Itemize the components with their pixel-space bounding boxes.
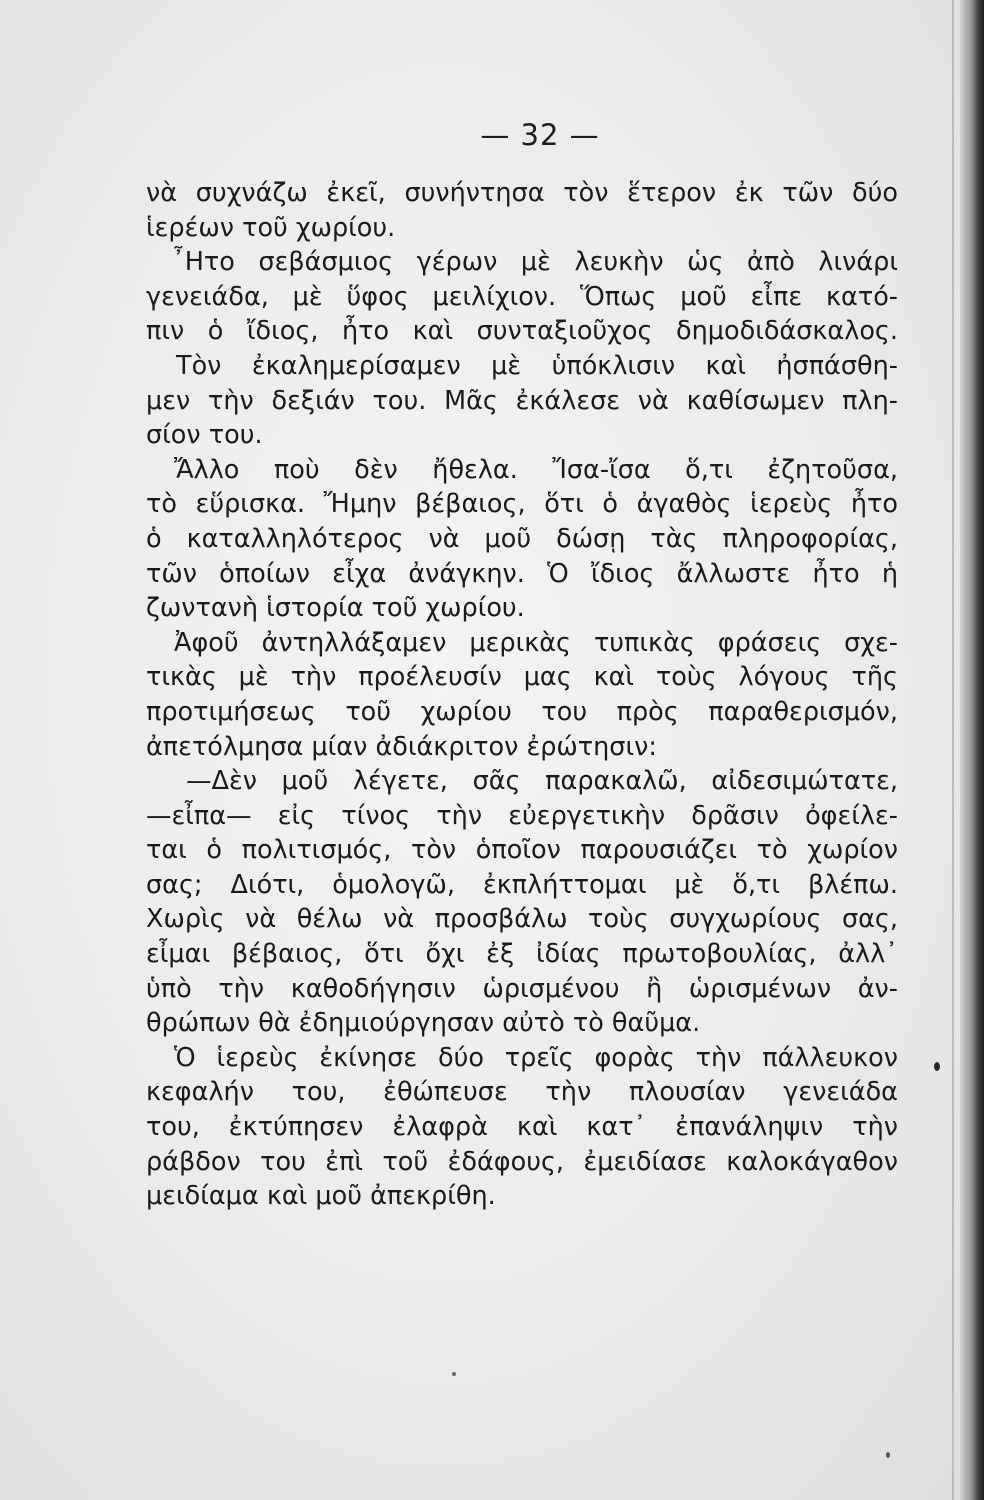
ink-speck [934, 1062, 940, 1071]
text-line: μεν τὴν δεξιάν του. Μᾶς ἐκάλεσε νὰ καθίσωμεν πλη- [146, 385, 898, 416]
text-line: τῶν ὁποίων εἶχα ἀνάγκην. Ὁ ἴδιος ἄλλωστε ἦτο ἡ [146, 558, 898, 589]
text-line: του, ἐκτύπησεν ἐλαφρὰ καὶ κατ᾿ ἐπανάληψιν τὴν [146, 1112, 898, 1143]
text-line: ἱερέων τοῦ χωρίου. [146, 212, 396, 243]
text-line: τικὰς μὲ τὴν προέλευσίν μας καὶ τοὺς λόγους τῆς [146, 662, 898, 693]
text-line: ὑπὸ τὴν καθοδήγησιν ὡρισμένου ἢ ὡρισμένων ἀν- [146, 973, 898, 1004]
text-line: ῏Ητο σεβάσμιος γέρων μὲ λευκὴν ὡς ἀπὸ λινάρι [172, 247, 898, 278]
text-line: ἀπετόλμησα μίαν ἀδιάκριτον ἐρώτησιν: [146, 731, 657, 762]
text-line: ται ὁ πολιτισμός, τὸν ὁποῖον παρουσιάζει τὸ χωρίον [146, 835, 898, 866]
text-line: —εἶπα— εἰς τίνος τὴν εὐεργετικὴν δρᾶσιν ὀφείλε- [146, 800, 898, 831]
page-number: — 32 — [480, 118, 600, 152]
text-line: θρώπων θὰ ἐδημιούργησαν αὐτὸ τὸ θαῦμα. [146, 1008, 701, 1039]
text-line: Τὸν ἐκαλημερίσαμεν μὲ ὑπόκλισιν καὶ ἠσπάσθη- [176, 350, 898, 381]
text-line: τὸ εὕρισκα. Ἤμην βέβαιος, ὅτι ὁ ἀγαθὸς ἱερεὺς ἦτο [146, 489, 898, 520]
text-line: ὁ καταλληλότερος νὰ μοῦ δώσῃ τὰς πληροφορίας, [146, 523, 898, 554]
ink-speck [886, 1452, 890, 1458]
text-line: ζωντανὴ ἱστορία τοῦ χωρίου. [146, 593, 525, 624]
text-line: προτιμήσεως τοῦ χωρίου του πρὸς παραθερισμόν, [146, 696, 898, 727]
text-line: σας; Διότι, ὁμολογῶ, ἐκπλήττομαι μὲ ὅ,τι βλέπω. [146, 869, 898, 900]
text-line: πιν ὁ ἴδιος, ἦτο καὶ συνταξιοῦχος δημοδιδάσκαλος. [146, 316, 898, 347]
text-line: Ἀφοῦ ἀντηλλάξαμεν μερικὰς τυπικὰς φράσεις σχε- [174, 627, 898, 658]
text-line: γενειάδα, μὲ ὕφος μειλίχιον. Ὅπως μοῦ εἶπε κατό- [146, 281, 898, 312]
body-text [146, 176, 898, 1214]
book-binding-edge [960, 0, 984, 1500]
text-line: ράβδον του ἐπὶ τοῦ ἐδάφους, ἐμειδίασε καλοκάγαθον [146, 1146, 898, 1177]
text-line: Χωρὶς νὰ θέλω νὰ προσβάλω τοὺς συγχωρίους σας, [146, 904, 898, 935]
text-line: Ὁ ἱερεὺς ἐκίνησε δύο τρεῖς φορὰς τὴν πάλλευκον [174, 1042, 898, 1073]
text-line: νὰ συχνάζω ἐκεῖ, συνήντησα τὸν ἕτερον ἐκ τῶν δύο [146, 178, 898, 208]
text-line: σίον του. [146, 420, 263, 451]
ink-speck [452, 1372, 456, 1376]
page-fold-line [952, 0, 954, 1500]
text-line: εἶμαι βέβαιος, ὅτι ὄχι ἐξ ἰδίας πρωτοβουλίας, ἀλλ᾿ [146, 939, 898, 970]
text-line: κεφαλήν του, ἐθώπευσε τὴν πλουσίαν γενειάδα [146, 1077, 898, 1108]
text-line: —Δὲν μοῦ λέγετε, σᾶς παρακαλῶ, αἰδεσιμώτατε, [186, 766, 898, 797]
text-line: Ἄλλο ποὺ δὲν ἤθελα. Ἴσα-ἴσα ὅ,τι ἐζητοῦσα, [174, 454, 898, 485]
text-line: μειδίαμα καὶ μοῦ ἀπεκρίθη. [146, 1181, 496, 1212]
